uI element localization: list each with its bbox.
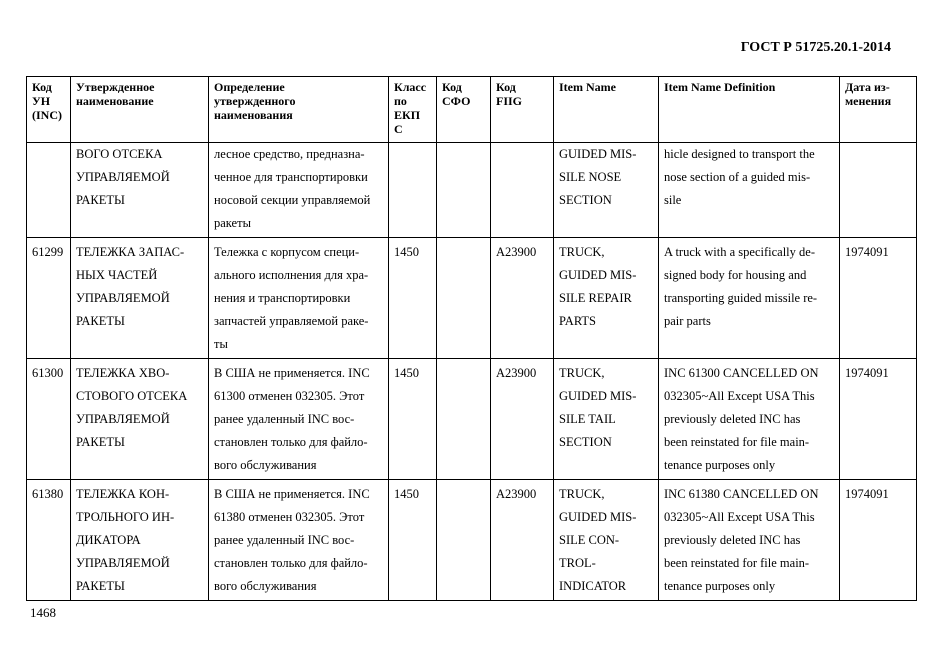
cell-inc: 61299 xyxy=(27,238,71,359)
cell-approved-name: ВОГО ОТСЕКА УПРАВЛЯЕМОЙ РАКЕТЫ xyxy=(71,143,209,238)
cell-definition: В США не применяется. INC 61380 отменен 032305. Этот ранее удаленный INC вос- становлен только для файло- вого обслуживания xyxy=(209,480,389,601)
table-row xyxy=(27,359,917,480)
cell-item-name: GUIDED MIS- SILE NOSE SECTION xyxy=(554,143,659,238)
cell-item-name: TRUCK, GUIDED MIS- SILE REPAIR PARTS xyxy=(554,238,659,359)
document-header: ГОСТ Р 51725.20.1-2014 xyxy=(740,40,891,55)
column-header-fiig: Код FIIG xyxy=(491,77,554,143)
cell-class: 1450 xyxy=(389,480,437,601)
cell-change-date xyxy=(840,143,917,238)
cell-approved-name: ТЕЛЕЖКА КОН- ТРОЛЬНОГО ИН- ДИКАТОРА УПРАВЛЯЕМОЙ РАКЕТЫ xyxy=(71,480,209,601)
cell-approved-name: ТЕЛЕЖКА ХВО- СТОВОГО ОТСЕКА УПРАВЛЯЕМОЙ РАКЕТЫ xyxy=(71,359,209,480)
cell-item-definition: INC 61300 CANCELLED ON 032305~All Except USA This previously deleted INC has been reinstated for file main- tenance purposes only xyxy=(659,359,840,480)
column-header-sfo: Код СФО xyxy=(437,77,491,143)
page-number: 1468 xyxy=(30,605,56,620)
cell-change-date: 1974091 xyxy=(840,359,917,480)
catalog-table xyxy=(26,76,917,601)
cell-item-definition: A truck with a specifically de- signed body for housing and transporting guided missile re- pair parts xyxy=(659,238,840,359)
cell-sfo xyxy=(437,238,491,359)
cell-definition: В США не применяется. INC 61300 отменен 032305. Этот ранее удаленный INC вос- становлен только для файло- вого обслуживания xyxy=(209,359,389,480)
cell-change-date: 1974091 xyxy=(840,238,917,359)
cell-fiig: A23900 xyxy=(491,480,554,601)
cell-inc xyxy=(27,143,71,238)
cell-sfo xyxy=(437,143,491,238)
column-header-item-definition: Item Name Definition xyxy=(659,77,840,143)
cell-item-name: TRUCK, GUIDED MIS- SILE CON- TROL- INDICATOR xyxy=(554,480,659,601)
cell-item-definition: INC 61380 CANCELLED ON 032305~All Except USA This previously deleted INC has been reinstated for file main- tenance purposes only xyxy=(659,480,840,601)
cell-definition: лесное средство, предназна- ченное для транспортировки носовой секции управляемой ракеты xyxy=(209,143,389,238)
column-header-class: Класс по ЕКП С xyxy=(389,77,437,143)
cell-fiig xyxy=(491,143,554,238)
column-header-inc: Код УН (INC) xyxy=(27,77,71,143)
cell-class: 1450 xyxy=(389,238,437,359)
column-header-definition: Определение утвержденного наименования xyxy=(209,77,389,143)
cell-approved-name: ТЕЛЕЖКА ЗАПАС- НЫХ ЧАСТЕЙ УПРАВЛЯЕМОЙ РАКЕТЫ xyxy=(71,238,209,359)
cell-sfo xyxy=(437,480,491,601)
table-row xyxy=(27,143,917,238)
cell-change-date: 1974091 xyxy=(840,480,917,601)
cell-fiig: A23900 xyxy=(491,238,554,359)
cell-definition: Тележка с корпусом специ- ального исполнения для хра- нения и транспортировки запчастей управляемой раке- ты xyxy=(209,238,389,359)
cell-fiig: A23900 xyxy=(491,359,554,480)
cell-sfo xyxy=(437,359,491,480)
table-row xyxy=(27,480,917,601)
table-row xyxy=(27,238,917,359)
table-header-row xyxy=(27,77,917,143)
cell-class xyxy=(389,143,437,238)
cell-class: 1450 xyxy=(389,359,437,480)
cell-inc: 61380 xyxy=(27,480,71,601)
cell-item-definition: hicle designed to transport the nose section of a guided mis- sile xyxy=(659,143,840,238)
cell-item-name: TRUCK, GUIDED MIS- SILE TAIL SECTION xyxy=(554,359,659,480)
column-header-approved-name: Утвержденное наименование xyxy=(71,77,209,143)
column-header-change-date: Дата из- менения xyxy=(840,77,917,143)
cell-inc: 61300 xyxy=(27,359,71,480)
column-header-item-name: Item Name xyxy=(554,77,659,143)
